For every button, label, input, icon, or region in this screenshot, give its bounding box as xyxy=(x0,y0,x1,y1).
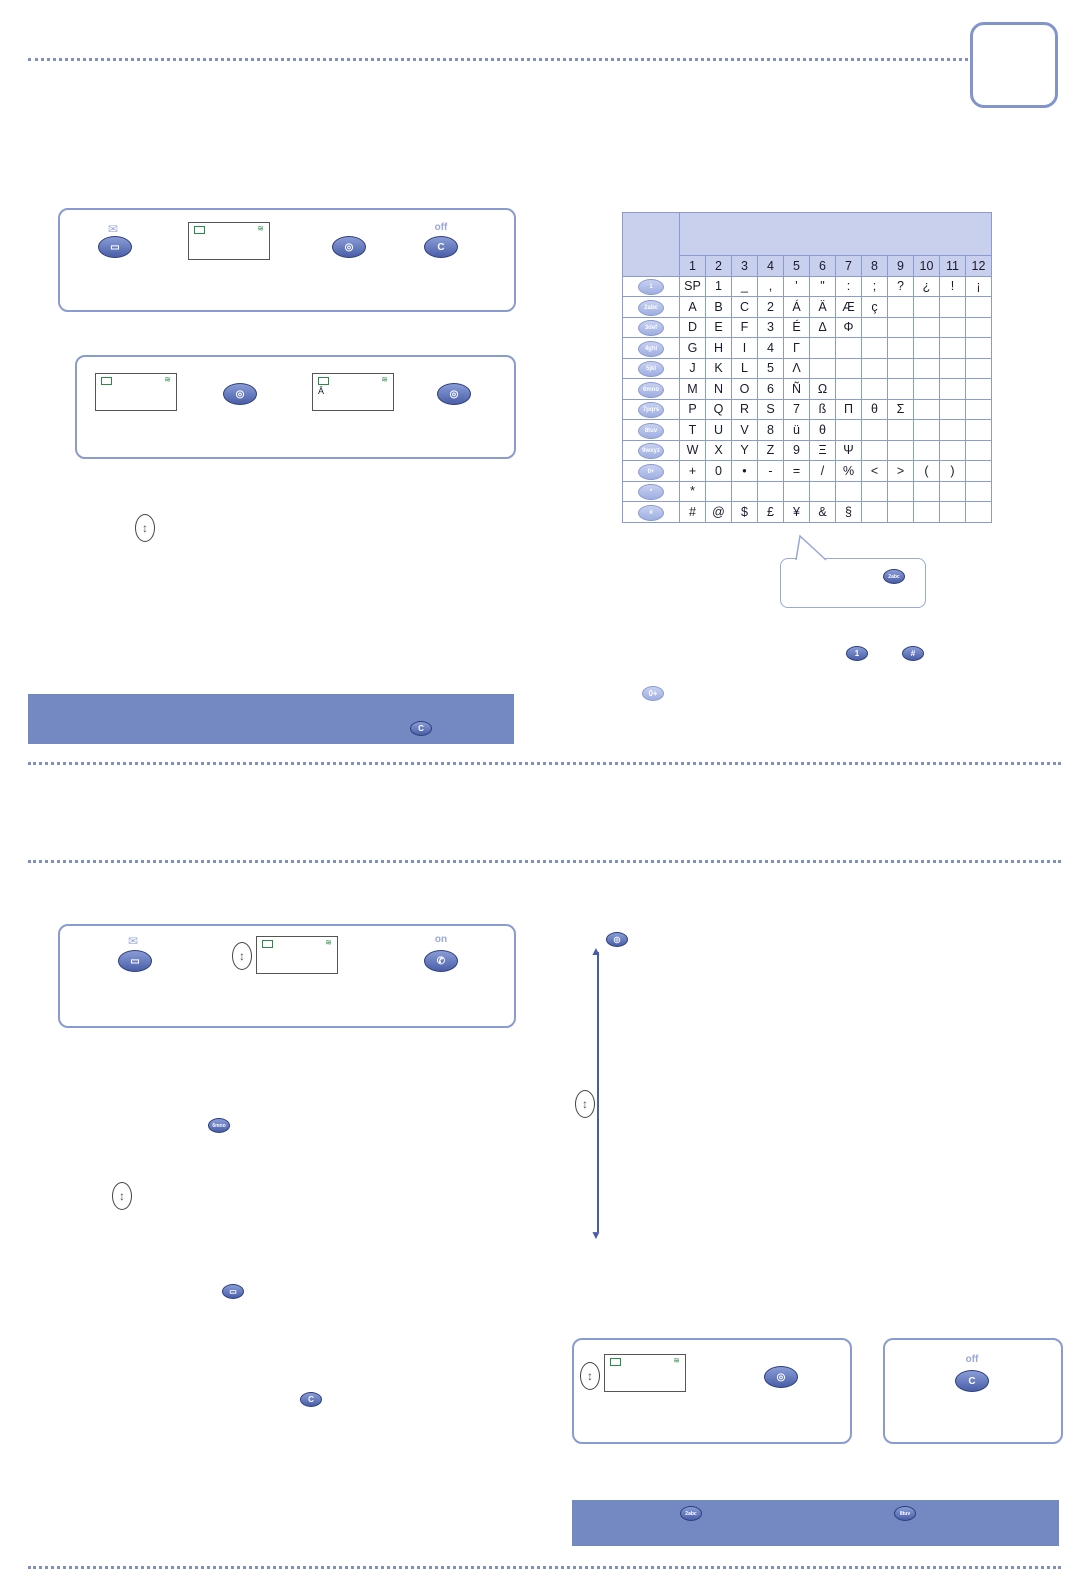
table-cell xyxy=(940,502,966,523)
table-cell: Á xyxy=(784,297,810,318)
battery-icon xyxy=(318,377,329,385)
signal-icon: ≋ xyxy=(325,938,332,947)
table-cell xyxy=(862,317,888,338)
key-0plus xyxy=(642,686,664,701)
table-cell: > xyxy=(888,461,914,482)
key-label: 6mno xyxy=(212,1122,226,1129)
table-cell: R xyxy=(732,399,758,420)
key-2abc xyxy=(680,1506,702,1521)
table-cell: ) xyxy=(940,461,966,482)
row-key-button: 0+ xyxy=(638,464,664,480)
envelope-icon: ✉ xyxy=(108,222,119,236)
table-cell: " xyxy=(810,276,836,297)
table-cell xyxy=(966,297,992,318)
ok-key[interactable] xyxy=(764,1366,798,1388)
key-label: # xyxy=(910,649,916,658)
table-cell: & xyxy=(810,502,836,523)
table-cell xyxy=(862,481,888,502)
table-cell: 8 xyxy=(758,420,784,441)
column-header: 8 xyxy=(862,256,888,277)
row-key-button: 5jkl xyxy=(638,361,664,377)
divider-middle-1 xyxy=(28,762,1061,765)
ok-icon: ◎ xyxy=(344,241,354,253)
note-banner-1 xyxy=(28,694,514,744)
table-cell xyxy=(888,440,914,461)
up-down-nav-icon[interactable]: ↕ xyxy=(135,514,155,542)
key-1 xyxy=(846,646,868,661)
table-cell: A xyxy=(680,297,706,318)
table-row xyxy=(623,338,992,359)
column-header: 2 xyxy=(706,256,732,277)
table-cell xyxy=(706,481,732,502)
table-cell xyxy=(914,358,940,379)
table-corner xyxy=(623,213,680,277)
table-cell xyxy=(888,481,914,502)
table-row xyxy=(623,440,992,461)
up-down-nav-icon[interactable]: ↕ xyxy=(232,942,252,970)
step-panel-5 xyxy=(883,1338,1063,1444)
c-key[interactable] xyxy=(424,236,458,258)
column-header: 4 xyxy=(758,256,784,277)
table-cell: Φ xyxy=(836,317,862,338)
note-banner-2 xyxy=(572,1500,1059,1546)
row-key-button: 2abc xyxy=(638,300,664,316)
c-key-small xyxy=(410,721,432,736)
ok-icon: ◎ xyxy=(613,935,621,944)
lcd-display xyxy=(188,222,270,260)
row-key-cell xyxy=(623,358,680,379)
table-cell: $ xyxy=(732,502,758,523)
table-cell: B xyxy=(706,297,732,318)
row-key-cell xyxy=(623,399,680,420)
table-cell: @ xyxy=(706,502,732,523)
phonebook-key[interactable] xyxy=(118,950,152,972)
row-key-cell xyxy=(623,297,680,318)
divider-top xyxy=(28,58,968,61)
table-cell xyxy=(862,502,888,523)
ok-icon: ◎ xyxy=(449,388,459,400)
table-cell: Π xyxy=(836,399,862,420)
c-key-label: C xyxy=(418,724,424,733)
key-2abc xyxy=(883,569,905,584)
table-cell: D xyxy=(680,317,706,338)
table-cell: Σ xyxy=(888,399,914,420)
table-cell: - xyxy=(758,461,784,482)
table-cell xyxy=(810,338,836,359)
row-key-cell xyxy=(623,317,680,338)
table-cell: 2 xyxy=(758,297,784,318)
table-row xyxy=(623,297,992,318)
table-cell xyxy=(836,481,862,502)
table-cell xyxy=(940,440,966,461)
row-key-cell xyxy=(623,338,680,359)
key-label: 2abc xyxy=(685,1510,697,1517)
table-cell: U xyxy=(706,420,732,441)
table-cell: I xyxy=(732,338,758,359)
phonebook-key[interactable] xyxy=(98,236,132,258)
table-row xyxy=(623,399,992,420)
table-cell xyxy=(862,379,888,400)
table-cell xyxy=(966,399,992,420)
table-cell: ü xyxy=(784,420,810,441)
up-down-nav-icon[interactable]: ↕ xyxy=(575,1090,595,1118)
table-cell: § xyxy=(836,502,862,523)
scroll-arrow-line xyxy=(597,952,599,1232)
table-cell: W xyxy=(680,440,706,461)
table-cell: Ψ xyxy=(836,440,862,461)
table-row xyxy=(623,461,992,482)
table-cell xyxy=(914,297,940,318)
key-label: 0+ xyxy=(648,689,658,698)
table-cell xyxy=(862,358,888,379)
table-cell: O xyxy=(732,379,758,400)
table-cell: Γ xyxy=(784,338,810,359)
table-cell xyxy=(914,399,940,420)
callout-pointer xyxy=(790,534,840,562)
table-cell xyxy=(966,440,992,461)
arrow-down-icon: ▼ xyxy=(590,1228,602,1242)
table-row xyxy=(623,420,992,441)
table-cell: Λ xyxy=(784,358,810,379)
table-cell: = xyxy=(784,461,810,482)
table-cell xyxy=(940,338,966,359)
row-key-button: 4ghi xyxy=(638,341,664,357)
c-key-small xyxy=(300,1392,322,1407)
table-cell: ¥ xyxy=(784,502,810,523)
table-cell xyxy=(940,317,966,338)
lcd-display xyxy=(256,936,338,974)
row-key-cell xyxy=(623,481,680,502)
table-cell xyxy=(784,481,810,502)
key-label: 2abc xyxy=(888,573,900,580)
table-cell: ¿ xyxy=(914,276,940,297)
table-cell xyxy=(862,338,888,359)
table-cell: Ñ xyxy=(784,379,810,400)
table-cell xyxy=(758,481,784,502)
table-cell xyxy=(888,379,914,400)
step-panel-2 xyxy=(75,355,516,459)
table-cell: ( xyxy=(914,461,940,482)
ok-icon: ◎ xyxy=(235,388,245,400)
signal-icon: ≋ xyxy=(164,375,171,384)
ok-key[interactable] xyxy=(332,236,366,258)
table-cell: 9 xyxy=(784,440,810,461)
book-icon: ▭ xyxy=(229,1287,237,1296)
table-cell xyxy=(888,297,914,318)
table-cell: ! xyxy=(940,276,966,297)
table-cell xyxy=(888,502,914,523)
table-cell xyxy=(862,440,888,461)
table-cell: Ξ xyxy=(810,440,836,461)
table-cell xyxy=(940,379,966,400)
table-cell xyxy=(836,338,862,359)
signal-icon: ≋ xyxy=(381,375,388,384)
row-key-button: * xyxy=(638,484,664,500)
key-6mno xyxy=(208,1118,230,1133)
row-key-button: 3def xyxy=(638,320,664,336)
table-cell: 4 xyxy=(758,338,784,359)
table-cell: V xyxy=(732,420,758,441)
table-row xyxy=(623,276,992,297)
table-cell: L xyxy=(732,358,758,379)
table-cell: Δ xyxy=(810,317,836,338)
table-cell: £ xyxy=(758,502,784,523)
table-cell xyxy=(888,317,914,338)
ok-key-small xyxy=(606,932,628,947)
c-key-label: C xyxy=(968,1375,976,1387)
table-cell xyxy=(732,481,758,502)
table-cell: ' xyxy=(784,276,810,297)
table-cell: P xyxy=(680,399,706,420)
table-cell xyxy=(810,481,836,502)
table-cell: N xyxy=(706,379,732,400)
table-cell: • xyxy=(732,461,758,482)
key-hash xyxy=(902,646,924,661)
table-cell: Q xyxy=(706,399,732,420)
table-cell: Æ xyxy=(836,297,862,318)
table-cell: 5 xyxy=(758,358,784,379)
table-cell xyxy=(966,420,992,441)
book-icon: ▭ xyxy=(130,955,140,967)
table-cell: 7 xyxy=(784,399,810,420)
table-cell: F xyxy=(732,317,758,338)
table-cell: 6 xyxy=(758,379,784,400)
table-cell: J xyxy=(680,358,706,379)
table-cell xyxy=(966,338,992,359)
up-down-nav-icon[interactable]: ↕ xyxy=(112,1182,132,1210)
table-cell: % xyxy=(836,461,862,482)
table-cell xyxy=(940,420,966,441)
table-cell xyxy=(914,379,940,400)
table-cell: * xyxy=(680,481,706,502)
table-cell xyxy=(966,502,992,523)
battery-icon xyxy=(610,1358,621,1366)
table-cell xyxy=(966,358,992,379)
table-cell xyxy=(914,440,940,461)
c-key-label: C xyxy=(308,1395,314,1404)
off-label: off xyxy=(434,222,448,233)
row-key-cell xyxy=(623,461,680,482)
battery-icon xyxy=(194,226,205,234)
table-cell: É xyxy=(784,317,810,338)
table-cell xyxy=(888,358,914,379)
table-cell xyxy=(862,420,888,441)
table-cell: ß xyxy=(810,399,836,420)
c-key[interactable] xyxy=(955,1370,989,1392)
table-cell: S xyxy=(758,399,784,420)
table-cell: θ xyxy=(810,420,836,441)
table-row xyxy=(623,481,992,502)
call-key[interactable] xyxy=(424,950,458,972)
phonebook-key-small xyxy=(222,1284,244,1299)
divider-middle-2 xyxy=(28,860,1061,863)
table-cell xyxy=(836,420,862,441)
battery-icon xyxy=(262,940,273,948)
table-cell: Z xyxy=(758,440,784,461)
table-cell: Ä xyxy=(810,297,836,318)
table-cell xyxy=(836,379,862,400)
ok-key[interactable] xyxy=(437,383,471,405)
table-cell: ç xyxy=(862,297,888,318)
step-panel-1 xyxy=(58,208,516,312)
table-header-band xyxy=(680,213,992,256)
table-cell xyxy=(940,297,966,318)
table-cell: , xyxy=(758,276,784,297)
table-cell xyxy=(914,481,940,502)
envelope-icon: ✉ xyxy=(128,934,139,948)
table-cell xyxy=(966,461,992,482)
step-panel-4 xyxy=(572,1338,852,1444)
on-label: on xyxy=(434,934,448,945)
row-key-cell xyxy=(623,276,680,297)
table-cell xyxy=(940,481,966,502)
table-cell: Y xyxy=(732,440,758,461)
table-cell: H xyxy=(706,338,732,359)
table-cell: 0 xyxy=(706,461,732,482)
table-cell xyxy=(966,317,992,338)
row-key-cell xyxy=(623,420,680,441)
table-cell xyxy=(966,481,992,502)
ok-key[interactable] xyxy=(223,383,257,405)
lcd-display xyxy=(604,1354,686,1392)
table-row xyxy=(623,358,992,379)
table-cell: ? xyxy=(888,276,914,297)
table-cell: ; xyxy=(862,276,888,297)
character-table xyxy=(622,212,992,523)
table-cell xyxy=(940,358,966,379)
table-cell: T xyxy=(680,420,706,441)
row-key-button: 8tuv xyxy=(638,423,664,439)
column-header: 1 xyxy=(680,256,706,277)
table-cell: K xyxy=(706,358,732,379)
page-tab xyxy=(970,22,1058,108)
table-cell: X xyxy=(706,440,732,461)
row-key-button: 6mno xyxy=(638,382,664,398)
table-row xyxy=(623,502,992,523)
table-cell: / xyxy=(810,461,836,482)
row-key-button: 7pqrs xyxy=(638,402,664,418)
row-key-button: # xyxy=(638,505,664,521)
table-cell: ¡ xyxy=(966,276,992,297)
table-cell: + xyxy=(680,461,706,482)
table-cell: < xyxy=(862,461,888,482)
key-label: 8tuv xyxy=(899,1510,911,1517)
column-header: 11 xyxy=(940,256,966,277)
key-8tuv xyxy=(894,1506,916,1521)
table-row xyxy=(623,379,992,400)
arrow-up-icon: ▲ xyxy=(590,944,602,958)
off-label: off xyxy=(965,1354,979,1365)
step-panel-3 xyxy=(58,924,516,1028)
table-cell xyxy=(914,338,940,359)
column-header: 7 xyxy=(836,256,862,277)
table-cell xyxy=(914,420,940,441)
row-key-cell xyxy=(623,502,680,523)
table-cell xyxy=(914,502,940,523)
table-cell xyxy=(940,399,966,420)
column-header: 6 xyxy=(810,256,836,277)
handset-icon: ✆ xyxy=(436,955,446,967)
table-cell: C xyxy=(732,297,758,318)
table-cell: Ω xyxy=(810,379,836,400)
column-header: 3 xyxy=(732,256,758,277)
table-cell xyxy=(836,358,862,379)
row-key-cell xyxy=(623,379,680,400)
row-key-cell xyxy=(623,440,680,461)
table-cell: SP xyxy=(680,276,706,297)
table-cell: θ xyxy=(862,399,888,420)
table-cell: G xyxy=(680,338,706,359)
lcd-char: Ā xyxy=(318,386,325,396)
table-cell: 3 xyxy=(758,317,784,338)
table-cell: 1 xyxy=(706,276,732,297)
table-cell xyxy=(888,420,914,441)
table-cell: M xyxy=(680,379,706,400)
table-cell xyxy=(888,338,914,359)
key-label: 1 xyxy=(854,649,860,658)
callout-box xyxy=(780,558,926,608)
table-row xyxy=(623,317,992,338)
column-header: 5 xyxy=(784,256,810,277)
lcd-display xyxy=(95,373,177,411)
row-key-button: 1 xyxy=(638,279,664,295)
table-cell xyxy=(810,358,836,379)
table-cell: : xyxy=(836,276,862,297)
battery-icon xyxy=(101,377,112,385)
table-cell xyxy=(966,379,992,400)
lcd-display-char xyxy=(312,373,394,411)
divider-bottom xyxy=(28,1566,1061,1569)
table-cell: E xyxy=(706,317,732,338)
book-icon: ▭ xyxy=(110,241,120,253)
up-down-nav-icon[interactable]: ↕ xyxy=(580,1362,600,1390)
row-key-button: 9wxyz xyxy=(638,443,664,459)
table-cell xyxy=(914,317,940,338)
column-header: 9 xyxy=(888,256,914,277)
table-cell: _ xyxy=(732,276,758,297)
column-header: 12 xyxy=(966,256,992,277)
signal-icon: ≋ xyxy=(257,224,264,233)
table-cell: # xyxy=(680,502,706,523)
c-key-label: C xyxy=(437,241,445,253)
signal-icon: ≋ xyxy=(673,1356,680,1365)
ok-icon: ◎ xyxy=(776,1371,786,1383)
column-header: 10 xyxy=(914,256,940,277)
